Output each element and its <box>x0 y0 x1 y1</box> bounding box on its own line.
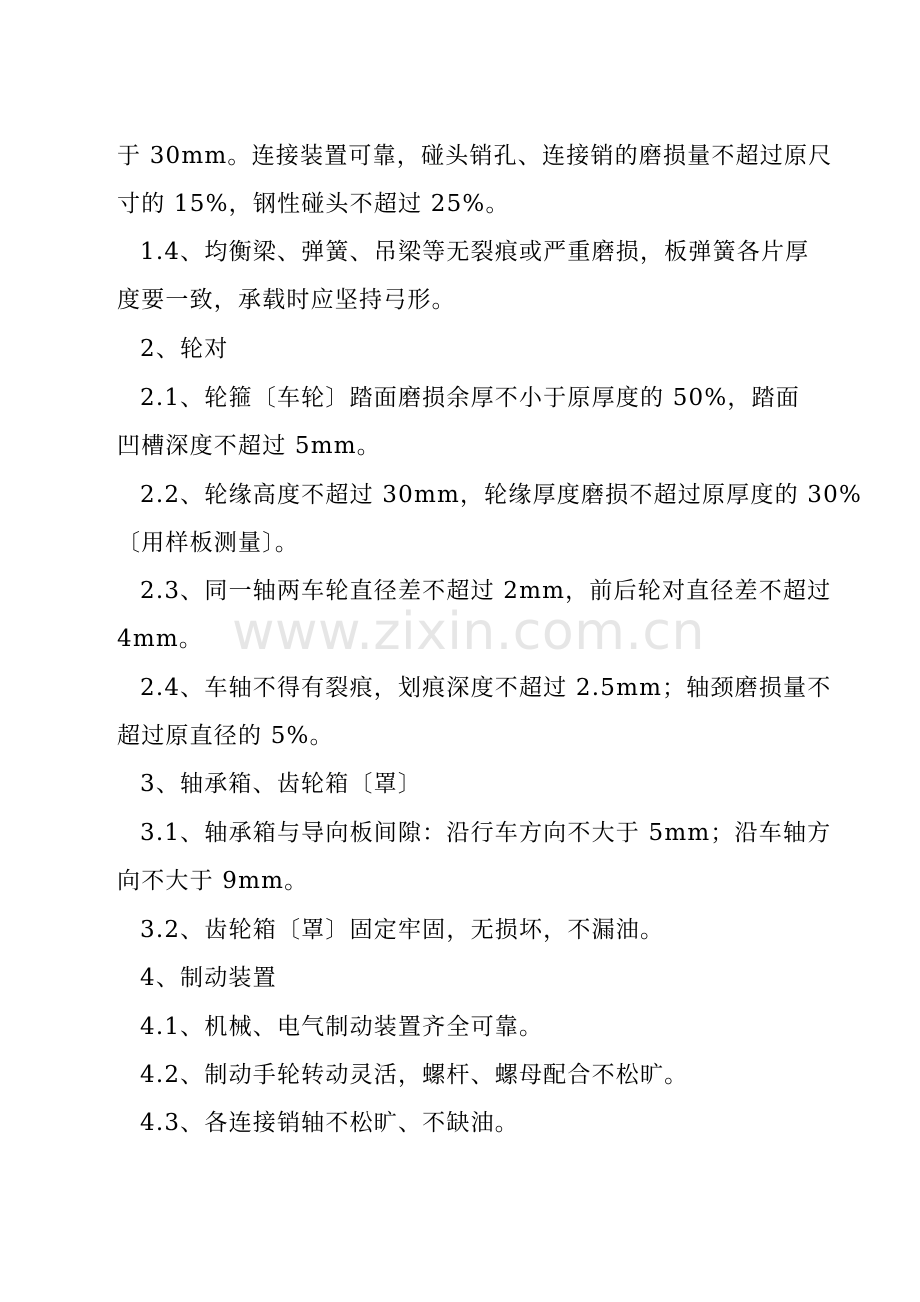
text-line: 4mm。 <box>117 626 204 652</box>
text-line: 凹槽深度不超过 5mm。 <box>117 433 381 459</box>
section-heading: 4、制动装置 <box>140 965 277 991</box>
text-line: 2.4、车轴不得有裂痕，划痕深度不超过 2.5mm；轴颈磨损量不 <box>140 675 832 701</box>
text-line: 向不大于 9mm。 <box>117 868 309 894</box>
text-line: 4.1、机械、电气制动装置齐全可靠。 <box>140 1014 544 1040</box>
text-line: 于 30mm。连接装置可靠，碰头销孔、连接销的磨损量不超过原尺 <box>117 143 833 169</box>
text-line: 3.1、轴承箱与导向板间隙：沿行车方向不大于 5mm；沿车轴方 <box>140 820 832 846</box>
section-heading: 3、轴承箱、齿轮箱〔罩〕 <box>140 771 423 797</box>
text-line: 2.3、同一轴两车轮直径差不超过 2mm，前后轮对直径差不超过 <box>140 578 832 604</box>
text-line: 2.1、轮箍〔车轮〕踏面磨损余厚不小于原厚度的 50%，踏面 <box>140 385 801 411</box>
text-line: 〔用样板测量〕。 <box>117 530 300 556</box>
text-line: 3.2、齿轮箱〔罩〕固定牢固，无损坏，不漏油。 <box>140 917 665 943</box>
section-heading: 2、轮对 <box>140 336 229 362</box>
text-line: 4.2、制动手轮转动灵活，螺杆、螺母配合不松旷。 <box>140 1062 689 1088</box>
text-line: 4.3、各连接销轴不松旷、不缺油。 <box>140 1110 519 1136</box>
text-line: 寸的 15%，钢性碰头不超过 25%。 <box>117 191 510 217</box>
watermark-text: www.zixin.com.cn <box>232 602 705 662</box>
text-line: 2.2、轮缘高度不超过 30mm，轮缘厚度磨损不超过原厚度的 30% <box>140 482 863 508</box>
text-line: 度要一致，承载时应坚持弓形。 <box>117 287 456 313</box>
text-line: 超过原直径的 5%。 <box>117 723 334 749</box>
text-line: 1.4、均衡梁、弹簧、吊梁等无裂痕或严重磨损，板弹簧各片厚 <box>140 239 810 265</box>
